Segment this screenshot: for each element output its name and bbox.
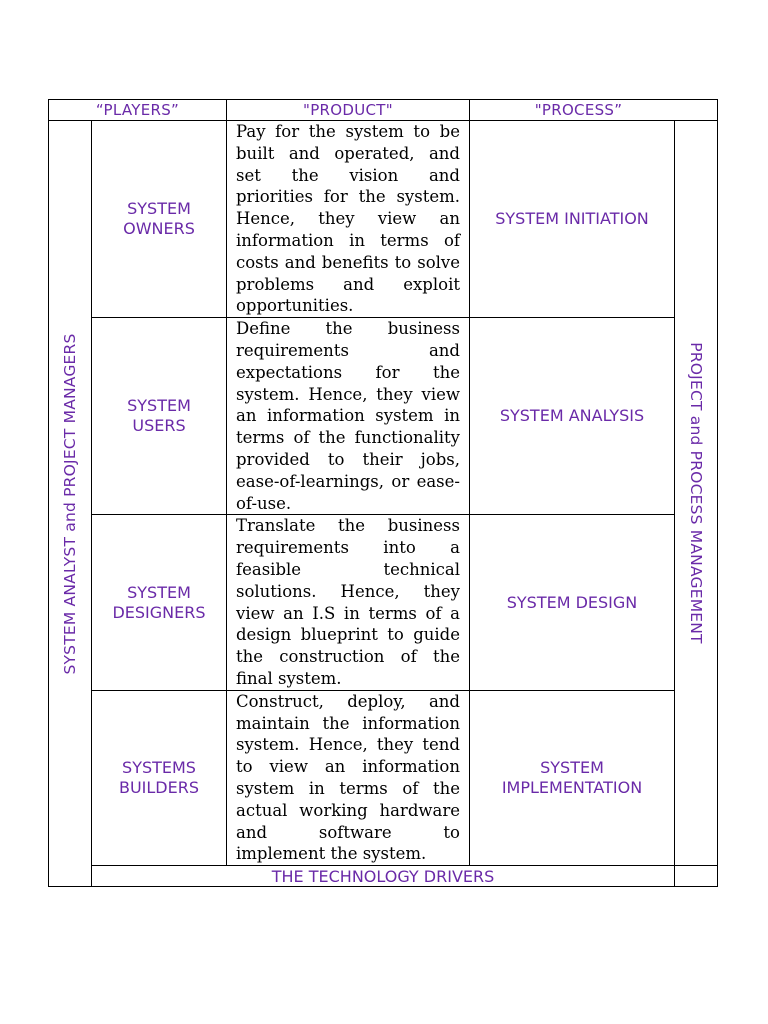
table-row — [49, 121, 718, 318]
player-line: DESIGNERS — [112, 602, 206, 622]
process-line: SYSTEM ANALYSIS — [499, 406, 645, 426]
table-row — [49, 318, 718, 515]
process-line: SYSTEM — [540, 757, 604, 777]
process-line: SYSTEM INITIATION — [495, 209, 649, 229]
process-system-analysis — [470, 318, 675, 515]
table-row — [49, 690, 718, 865]
player-system-users — [92, 318, 227, 515]
process-system-design — [470, 515, 675, 690]
header-players: “PLAYERS” — [49, 100, 227, 121]
product-system-designers: Translate the business requirements into a feasible technical solutions. Hence, they view an I.S in terms of a design blueprint to guide the construction of the final system. — [227, 515, 470, 690]
player-line: SYSTEM — [127, 582, 191, 602]
player-line: BUILDERS — [118, 777, 200, 797]
footer-row — [49, 866, 718, 887]
right-vertical-label-cell — [675, 121, 718, 866]
left-vertical-label: SYSTEM ANALYST and PROJECT MANAGERS — [61, 333, 79, 675]
player-line: USERS — [132, 416, 186, 436]
roles-table — [48, 99, 718, 887]
roles-table-sheet — [48, 99, 717, 886]
product-system-users: Define the business requirements and expectations for the system. Hence, they view an information system in terms of the functionality provided to their jobs, ease-of-learnings, or ease-of-use. — [227, 318, 470, 515]
technology-drivers-label: THE TECHNOLOGY DRIVERS — [92, 866, 675, 887]
product-systems-builders: Construct, deploy, and maintain the information system. Hence, they tend to view an information system in terms of the actual working hardware and software to implement the system. — [227, 690, 470, 865]
table-row — [49, 515, 718, 690]
product-system-owners: Pay for the system to be built and operated, and set the vision and priorities for the system. Hence, they view an information in terms of costs and benefits to solve problems and exploit opportunities. — [227, 121, 470, 318]
player-line: OWNERS — [123, 219, 195, 239]
player-systems-builders — [92, 690, 227, 865]
process-system-initiation — [470, 121, 675, 318]
footer-right-cell — [675, 866, 718, 887]
player-system-owners — [92, 121, 227, 318]
process-system-implementation — [470, 690, 675, 865]
player-line: SYSTEM — [127, 396, 191, 416]
left-vertical-label-cell — [49, 121, 92, 887]
player-line: SYSTEMS — [122, 757, 196, 777]
header-product: "PRODUCT" — [227, 100, 470, 121]
header-row — [49, 100, 718, 121]
right-vertical-label: PROJECT and PROCESS MANAGEMENT — [687, 342, 705, 644]
player-system-designers — [92, 515, 227, 690]
player-line: SYSTEM — [127, 199, 191, 219]
process-line: SYSTEM DESIGN — [506, 592, 638, 612]
process-line: IMPLEMENTATION — [501, 777, 643, 797]
header-process: "PROCESS” — [470, 100, 718, 121]
